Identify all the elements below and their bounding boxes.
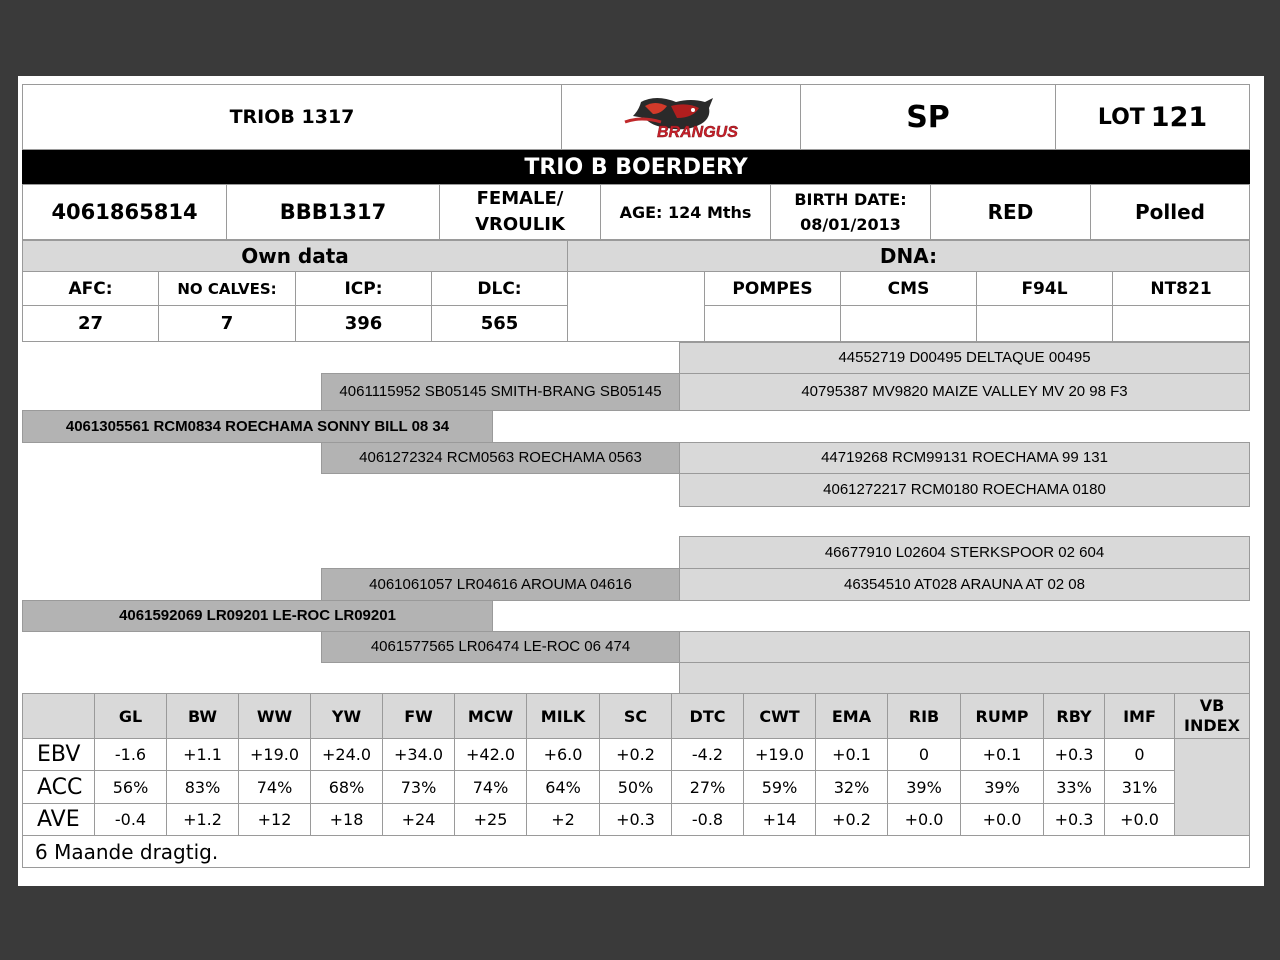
ebv-column-header: YW — [310, 693, 383, 739]
ave-value: +0.0 — [887, 803, 961, 836]
pedigree-dam-dam-sire — [679, 631, 1250, 663]
own-data-label: NO CALVES: — [158, 271, 296, 306]
own-data-value: 27 — [22, 305, 159, 342]
own-data-value: 396 — [295, 305, 432, 342]
acc-value: 39% — [960, 770, 1044, 804]
pedigree-sire-dam: 4061272324 RCM0563 ROECHAMA 0563 — [321, 442, 680, 474]
sex-cell — [439, 184, 601, 240]
bull-head-icon — [601, 92, 761, 142]
ebv-value: 0 — [1104, 738, 1175, 771]
svg-text:BRANGUS: BRANGUS — [657, 124, 738, 141]
lot-number-cell — [1055, 84, 1250, 150]
ebv-column-header: IMF — [1104, 693, 1175, 739]
dna-label: NT821 — [1112, 271, 1250, 306]
ave-value: +2 — [526, 803, 600, 836]
ave-value: +0.0 — [1104, 803, 1175, 836]
pedigree-sire-dam-dam: 4061272217 RCM0180 ROECHAMA 0180 — [679, 473, 1250, 507]
ebv-column-header: MCW — [454, 693, 527, 739]
pedigree-dam-sire-sire: 46677910 L02604 STERKSPOOR 02 604 — [679, 536, 1250, 569]
ebv-value: +0.1 — [960, 738, 1044, 771]
ave-value: +24 — [382, 803, 455, 836]
herd-id: BBB1317 — [226, 184, 440, 240]
lot-number: 121 — [1150, 101, 1208, 133]
sex-line2: VROULIK — [475, 214, 565, 235]
colour: RED — [930, 184, 1091, 240]
acc-value: 74% — [454, 770, 527, 804]
ebv-column-header: SC — [599, 693, 672, 739]
own-data-label: ICP: — [295, 271, 432, 306]
ebv-column-header: WW — [238, 693, 311, 739]
brangus-logo — [561, 84, 801, 150]
acc-value: 31% — [1104, 770, 1175, 804]
ebv-column-header: RIB — [887, 693, 961, 739]
ebv-value: -1.6 — [94, 738, 167, 771]
birth-date-label: BIRTH DATE: — [794, 190, 907, 209]
pedigree-sire-sire: 4061115952 SB05145 SMITH-BRANG SB05145 — [321, 373, 680, 411]
ebv-value: +1.1 — [166, 738, 239, 771]
vb-index-header — [1174, 693, 1250, 739]
ebv-column-header: DTC — [671, 693, 744, 739]
birth-date-cell — [770, 184, 931, 240]
ave-value: +12 — [238, 803, 311, 836]
ebv-column-header: EMA — [815, 693, 888, 739]
ave-value: +18 — [310, 803, 383, 836]
ebv-value: +6.0 — [526, 738, 600, 771]
acc-value: 32% — [815, 770, 888, 804]
birth-date: 08/01/2013 — [800, 215, 901, 234]
ebv-value: 0 — [887, 738, 961, 771]
ave-value: +1.2 — [166, 803, 239, 836]
horn-status: Polled — [1090, 184, 1250, 240]
ebv-column-header: BW — [166, 693, 239, 739]
own-data-label: DLC: — [431, 271, 568, 306]
acc-row-label: ACC — [22, 770, 95, 804]
pedigree-dam-sire: 4061061057 LR04616 AROUMA 04616 — [321, 568, 680, 601]
ebv-value: +42.0 — [454, 738, 527, 771]
pedigree-dam: 4061592069 LR09201 LE-ROC LR09201 — [22, 600, 493, 632]
own-data-value: 565 — [431, 305, 568, 342]
dna-value — [976, 305, 1113, 342]
ebv-column-header: RBY — [1043, 693, 1105, 739]
dna-value — [1112, 305, 1250, 342]
ebv-value: +0.3 — [1043, 738, 1105, 771]
age: AGE: 124 Mths — [600, 184, 771, 240]
acc-value: 56% — [94, 770, 167, 804]
acc-value: 74% — [238, 770, 311, 804]
ebv-column-header: GL — [94, 693, 167, 739]
ebv-corner-cell — [22, 693, 95, 739]
sale-catalogue-sheet — [18, 76, 1264, 886]
ebv-row-label: EBV — [22, 738, 95, 771]
ebv-column-header: RUMP — [960, 693, 1044, 739]
ebv-value: +0.1 — [815, 738, 888, 771]
ave-value: +0.2 — [815, 803, 888, 836]
remarks-note: 6 Maande dragtig. — [22, 835, 1250, 868]
ebv-value: +34.0 — [382, 738, 455, 771]
own-data-label: AFC: — [22, 271, 159, 306]
ebv-column-header: FW — [382, 693, 455, 739]
vb-index-value — [1174, 738, 1250, 836]
acc-value: 39% — [887, 770, 961, 804]
pedigree-sire-sire-sire: 44552719 D00495 DELTAQUE 00495 — [679, 342, 1250, 374]
ave-value: +14 — [743, 803, 816, 836]
ebv-value: +0.2 — [599, 738, 672, 771]
own-data-title: Own data — [22, 240, 568, 272]
sex-line1: FEMALE/ — [476, 188, 564, 209]
dna-value — [704, 305, 841, 342]
ebv-value: +19.0 — [743, 738, 816, 771]
pedigree-dam-dam: 4061577565 LR06474 LE-ROC 06 474 — [321, 631, 680, 663]
pedigree-sire-dam-sire: 44719268 RCM99131 ROECHAMA 99 131 — [679, 442, 1250, 474]
acc-value: 68% — [310, 770, 383, 804]
pedigree-sire: 4061305561 RCM0834 ROECHAMA SONNY BILL 08 34 — [22, 410, 493, 443]
ebv-value: +24.0 — [310, 738, 383, 771]
lot-prefix: LOT — [1097, 104, 1145, 130]
acc-value: 33% — [1043, 770, 1105, 804]
acc-value: 83% — [166, 770, 239, 804]
ave-value: +0.3 — [1043, 803, 1105, 836]
own-data-value: 7 — [158, 305, 296, 342]
ave-value: -0.8 — [671, 803, 744, 836]
acc-value: 27% — [671, 770, 744, 804]
acc-value: 50% — [599, 770, 672, 804]
pedigree-dam-sire-dam: 46354510 AT028 ARAUNA AT 02 08 — [679, 568, 1250, 601]
ebv-value: +19.0 — [238, 738, 311, 771]
ebv-value: -4.2 — [671, 738, 744, 771]
dna-blank-cell — [567, 271, 705, 342]
dna-title: DNA: — [567, 240, 1250, 272]
dna-label: F94L — [976, 271, 1113, 306]
vb-index-line2: INDEX — [1184, 716, 1240, 735]
registration-code: SP — [800, 84, 1056, 150]
registration-number: 4061865814 — [22, 184, 227, 240]
ave-value: -0.4 — [94, 803, 167, 836]
ebv-column-header: CWT — [743, 693, 816, 739]
ave-value: +25 — [454, 803, 527, 836]
ave-value: +0.3 — [599, 803, 672, 836]
ebv-column-header: MILK — [526, 693, 600, 739]
breeder-name: TRIO B BOERDERY — [22, 150, 1250, 184]
ave-value: +0.0 — [960, 803, 1044, 836]
vb-index-line1: VB — [1199, 696, 1225, 715]
pedigree-dam-dam-dam — [679, 662, 1250, 694]
acc-value: 73% — [382, 770, 455, 804]
acc-value: 64% — [526, 770, 600, 804]
dna-label: CMS — [840, 271, 977, 306]
pedigree-sire-sire-dam: 40795387 MV9820 MAIZE VALLEY MV 20 98 F3 — [679, 373, 1250, 411]
animal-name: TRIOB 1317 — [22, 84, 562, 150]
dna-value — [840, 305, 977, 342]
dna-label: POMPES — [704, 271, 841, 306]
acc-value: 59% — [743, 770, 816, 804]
ave-row-label: AVE — [22, 803, 95, 836]
